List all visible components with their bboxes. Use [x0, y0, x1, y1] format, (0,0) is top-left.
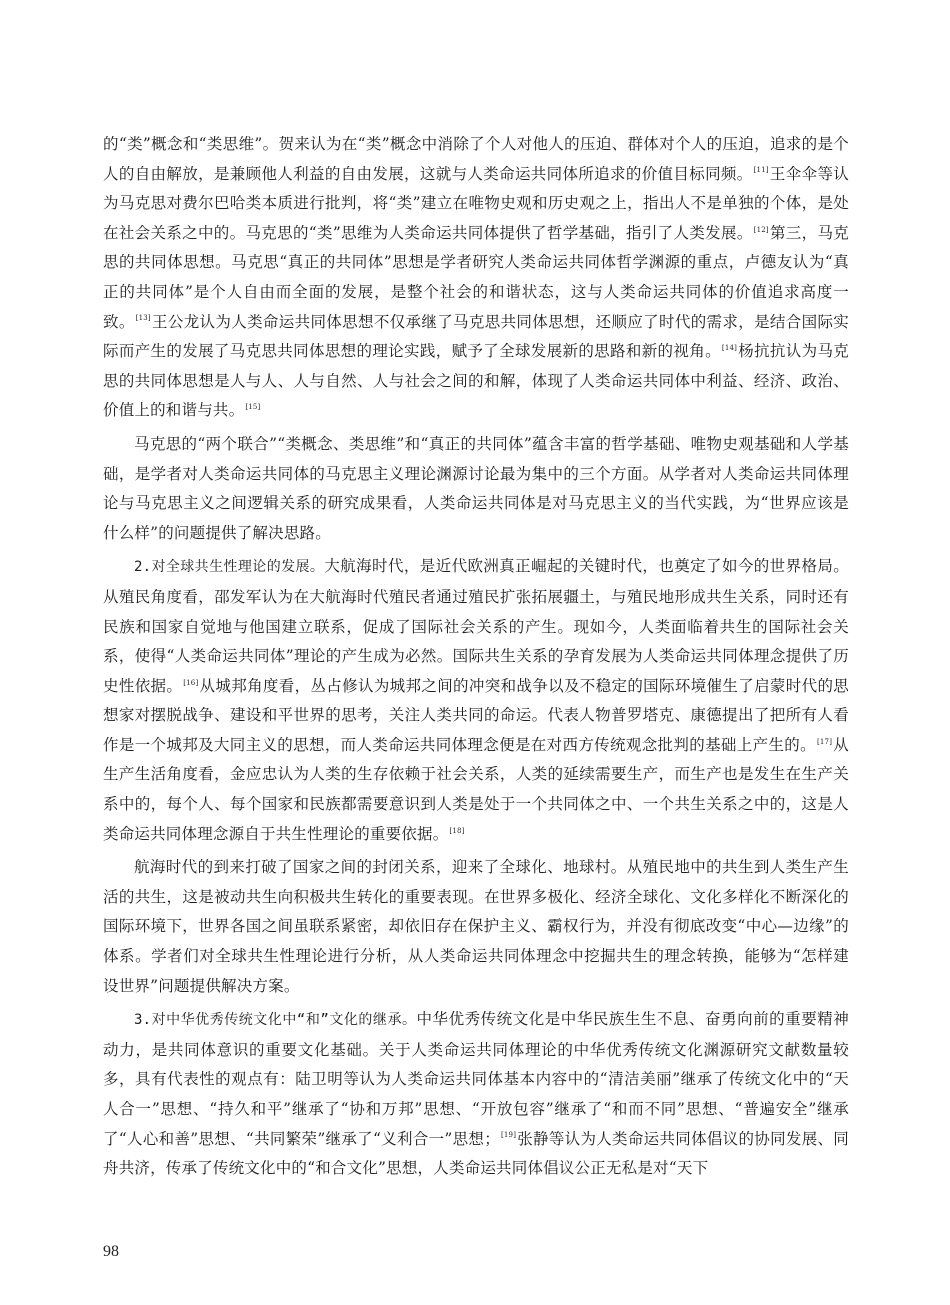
- paragraph-1: [103, 130, 849, 426]
- text-run: 的“类”概念和“类思维”。贺来认为在“类”概念中消除了个人对他人的压迫、群体对个人的压迫，追求的是个人的自由解放，是兼顾他人利益的自由发展，这就与人类命运共同体所追求的价值目标同频。: [103, 135, 849, 183]
- paragraph-5: [103, 1005, 849, 1184]
- text-run: 第三，马克思的共同体思想。马克思“真正的共同体”思想是学者研究人类命运共同体哲学渊源的重点，卢德友认为“真正的共同体”是个人自由而全面的发展，是整个社会的和谐状态，这与人类命运共同体的价值追求高度一致。: [103, 223, 849, 331]
- citation-ref: [11]: [753, 166, 769, 175]
- citation-ref: [16]: [183, 678, 199, 687]
- page-body: [103, 130, 849, 1188]
- text-run: 马克思的“两个联合”“类概念、类思维”和“真正的共同体”蕴含丰富的哲学基础、唯物史观基础和人学基础，是学者对人类命运共同体的马克思主义理论渊源讨论最为集中的三个方面。从学者对人类命运共同体理论与马克思主义之间逻辑关系的研究成果看，人类命运共同体是对马克思主义的当代实践，为“世界应该是什么样”的问题提供了解决思路。: [103, 434, 849, 542]
- citation-ref: [12]: [753, 225, 769, 234]
- paragraph-4: [103, 853, 849, 1001]
- text-run: 大航海时代，是近代欧洲真正崛起的关键时代，也奠定了如今的世界格局。从殖民角度看，邵发军认为在大航海时代殖民者通过殖民扩张拓展疆土，与殖民地形成共生关系，同时还有民族和国家自觉地与他国建立联系，促成了国际社会关系的产生。现如今，人类面临着共生的国际社会关系，使得“人类命运共同体”理论的产生成为必然。国际共生关系的孕育发展为人类命运共同体理念提供了历史性依据。: [103, 557, 849, 695]
- paragraph-2: [103, 430, 849, 548]
- citation-ref: [14]: [721, 344, 738, 352]
- text-run: 王公龙认为人类命运共同体思想不仅承继了马克思共同体思想，还顺应了时代的需求，是结合国际实际而产生的发展了马克思共同体思想的理论实践，赋予了全球发展新的思路和新的视角。: [103, 312, 849, 361]
- text-run: 从城邦角度看，丛占修认为城邦之间的冲突和战争以及不稳定的国际环境催生了启蒙时代的思想家对摆脱战争、建设和平世界的思考，关注人类共同的命运。代表人物普罗塔克、康德提出了把所有人看作是一个城邦及大同主义的思想，而人类命运共同体理念便是在对西方传统观念批判的基础上产生的。: [103, 676, 849, 754]
- citation-ref: [15]: [245, 403, 261, 412]
- paragraph-3: [103, 552, 849, 849]
- text-run: 张静等认为人类命运共同体倡议的协同发展、同舟共济，传承了传统文化中的“和合文化”思想，人类命运共同体倡议公正无私是对“天下: [103, 1129, 850, 1178]
- text-run: 从生产生活角度看，金应忠认为人类的生存依赖于社会关系，人类的延续需要生产，而生产也是发生在生产关系中的，每个人、每个国家和民族都需要意识到人类是处于一个共同体之中、一个共生关系之中的，这是人类命运共同体理念源自于共生性理论的重要依据。: [103, 735, 849, 843]
- section-heading-3: 3.对中华优秀传统文化中“和”文化的继承。: [134, 1012, 417, 1029]
- text-run: 航海时代的到来打破了国家之间的封闭关系，迎来了全球化、地球村。从殖民地中的共生到人类生产生活的共生，这是被动共生向积极共生转化的重要表现。在世界多极化、经济全球化、文化多样化不断深化的国际环境下，世界各国之间虽联系紧密，却依旧存在保护主义、霸权行为，并没有彻底改变“中心—边缘”的体系。学者们对全球共生性理论进行分析，从人类命运共同体理念中挖掘共生的理念转换，能够为“怎样建设世界”问题提供解决方案。: [103, 858, 849, 995]
- citation-ref: [13]: [135, 314, 151, 323]
- section-heading-2: 2.对全球共生性理论的发展。: [134, 559, 325, 576]
- citation-ref: [18]: [449, 826, 465, 835]
- text-run: 王伞伞等认为马克思对费尔巴哈类本质进行批判，将“类”建立在唯物史观和历史观之上，指出人不是单独的个体，是处在社会关系之中的。马克思的“类”思维为人类命运共同体提供了哲学基础，指引了人类发展。: [103, 164, 849, 242]
- text-run: 中华优秀传统文化是中华民族生生不息、奋勇向前的重要精神动力，是共同体意识的重要文化基础。关于人类命运共同体理论的中华优秀传统文化渊源研究文献数量较多，具有代表性的观点有：陆卫明等认为人类命运共同体基本内容中的“清洁美丽”继承了传统文化中的“天人合一”思想、“持久和平”继承了“协和万邦”思想、“开放包容”继承了“和而不同”思想、“普遍安全”继承了“人心和善”思想、“共同繁荣”继承了“义利合一”思想；: [103, 1010, 849, 1148]
- page-number: 98: [103, 1243, 119, 1260]
- citation-ref: [19]: [500, 1131, 517, 1140]
- citation-ref: [17]: [816, 737, 833, 746]
- text-run: 杨抗抗认为马克思的共同体思想是人与人、人与自然、人与社会之间的和解，体现了人类命运共同体中利益、经济、政治、价值上的和谐与共。: [103, 342, 849, 420]
